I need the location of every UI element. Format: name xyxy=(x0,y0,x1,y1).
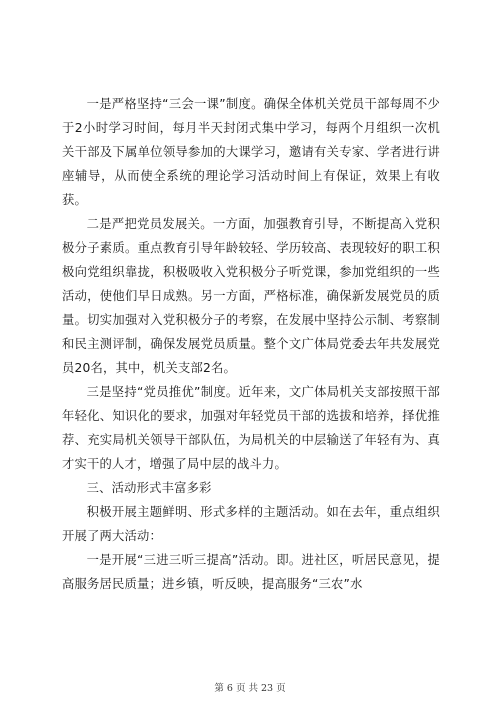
page-number-footer: 第 6 页 共 23 页 xyxy=(214,683,286,694)
document-body xyxy=(62,92,440,596)
section-heading-activities: 三、活动形式丰富多彩 xyxy=(86,481,212,495)
paragraph-member-recommendation: 三是坚持“党员推优”制度。近年来，文广体局机关支部按照干部年轻化、知识化的要求，加强对年轻党员干部的选拔和培养，择优推荐、充实局机关领导干部队伍，为局机关的中层输送了年轻有为、真才实干的人才，增强了局中层的战斗力。 xyxy=(62,385,440,471)
paragraph-activities-intro: 积极开展主题鲜明、形式多样的主题活动。如在去年，重点组织开展了两大活动： xyxy=(62,505,440,543)
paragraph-sanhui-yike: 一是严格坚持“三会一课”制度。确保全体机关党员干部每周不少于2小时学习时间，每月半天封闭式集中学习，每两个月组织一次机关干部及下属单位领导参加的大课学习，邀请有关专家、学者进行讲座辅导，从而使全系统的理论学习活动时间上有保证，效果上有收获。 xyxy=(62,97,440,207)
paragraph-party-member-development: 二是严把党员发展关。一方面，加强教育引导，不断提高入党积极分子素质。重点教育引导年龄较轻、学历较高、表现较好的职工积极向党组织靠拢，积极吸收入党积极分子听党课，参加党组织的一些活动，使他们早日成熟。另一方面，严格标准，确保新发展党员的质量。切实加强对入党积极分子的考察，在发展中坚持公示制、考察制和民主测评制，确保发展党员质量。整个文广体局党委去年共发展党员20名，其中，机关支部2名。 xyxy=(62,217,440,375)
paragraph-sanjin-santing: 一是开展“三进三听三提高”活动。即。进社区，听居民意见，提高服务居民质量；进乡镇，听反映，提高服务“三农”水 xyxy=(62,553,440,591)
